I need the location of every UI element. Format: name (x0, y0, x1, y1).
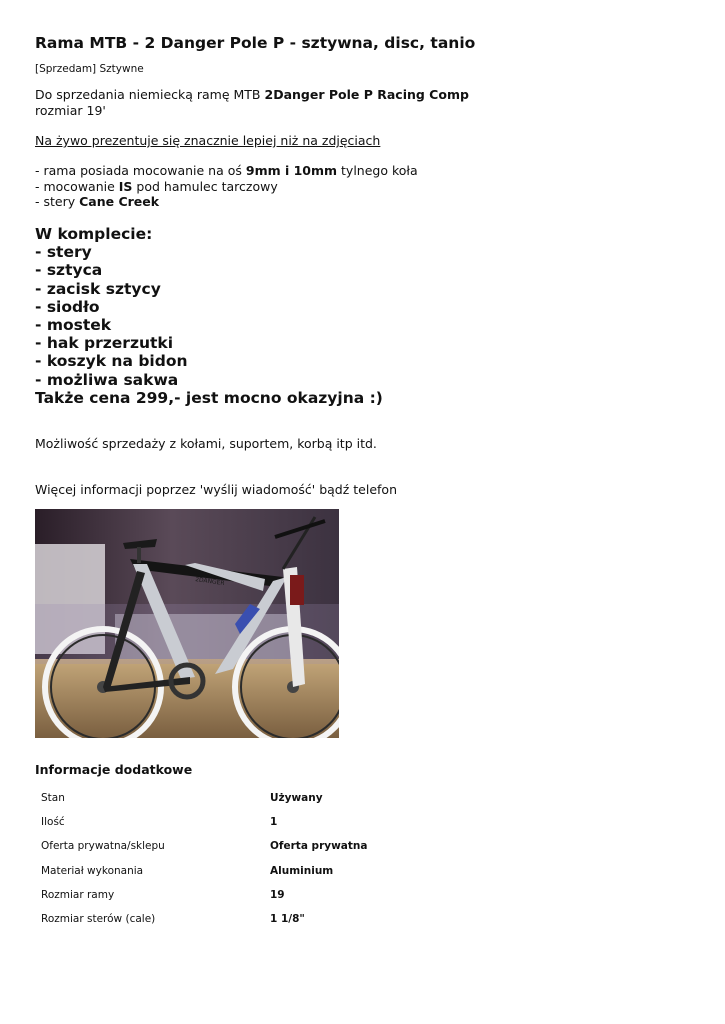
bike-photo-illustration (35, 509, 339, 738)
intro-line (35, 87, 469, 103)
info-value: Używany (270, 792, 323, 805)
feature-item (35, 179, 418, 195)
info-value: Aluminium (270, 864, 334, 877)
intro-text: Do sprzedania niemiecką ramę MTB (35, 87, 265, 102)
feature-text: - mocowanie (35, 178, 119, 194)
feature-bold: IS (118, 178, 133, 194)
price-line: Także cena 299,- jest mocno okazyjna :) (35, 388, 383, 407)
feature-bold: Cane Creek (79, 194, 160, 209)
info-label: Rozmiar sterów (cale) (41, 913, 156, 926)
kit-item: - możliwa sakwa (35, 370, 179, 389)
table-row (35, 883, 367, 907)
info-table (35, 786, 367, 931)
feature-item (35, 163, 418, 179)
listing-title: Rama MTB - 2 Danger Pole P - sztywna, disc, tanio (35, 34, 476, 52)
info-value: 1 (270, 816, 278, 829)
underlined-note: Na żywo prezentuje się znacznie lepiej niż na zdjęciach (35, 133, 381, 148)
feature-item (35, 194, 418, 210)
info-label: Rozmiar ramy (41, 888, 115, 901)
info-value: Oferta prywatna (270, 840, 368, 853)
sale-option-text: Możliwość sprzedaży z kołami, suportem, korbą itp itd. (35, 436, 377, 451)
info-value: 19 (270, 888, 285, 901)
info-value: 1 1/8" (270, 913, 305, 926)
kit-heading: W komplecie: (35, 225, 153, 243)
kit-item: - stery (35, 243, 92, 262)
frame-decal: 2DANGER (194, 576, 225, 588)
feature-text: tylnego koła (337, 163, 418, 178)
info-label: Stan (41, 792, 65, 805)
table-row (35, 859, 367, 883)
table-row (35, 810, 367, 834)
feature-text: - stery (35, 194, 80, 209)
info-label: Oferta prywatna/sklepu (41, 840, 165, 853)
feature-list (35, 163, 418, 210)
kit-item: - koszyk na bidon (35, 352, 188, 371)
table-row (35, 907, 367, 931)
info-label: Materiał wykonania (41, 864, 144, 877)
info-label: Ilość (41, 816, 65, 829)
contact-text: Więcej informacji poprzez 'wyślij wiadomość' bądź telefon (35, 482, 397, 497)
frame-model-name: 2Danger Pole P Racing Comp (264, 87, 469, 102)
table-row (35, 834, 367, 858)
kit-item: - sztyca (35, 261, 103, 280)
frame-size-line: rozmiar 19' (35, 102, 106, 118)
intro-paragraph (35, 87, 469, 118)
feature-bold: 9mm i 10mm (245, 163, 338, 178)
kit-item: - siodło (35, 297, 100, 316)
feature-text: - rama posiada mocowanie na oś (35, 163, 246, 178)
info-heading: Informacje dodatkowe (35, 762, 193, 777)
kit-item: - zacisk sztycy (35, 279, 161, 298)
kit-item: - mostek (35, 316, 112, 335)
table-row (35, 786, 367, 810)
feature-text: pod hamulec tarczowy (132, 178, 278, 194)
listing-category: [Sprzedam] Sztywne (35, 63, 144, 75)
bike-photo (35, 509, 339, 738)
kit-item: - hak przerzutki (35, 334, 174, 353)
kit-list (35, 225, 383, 407)
